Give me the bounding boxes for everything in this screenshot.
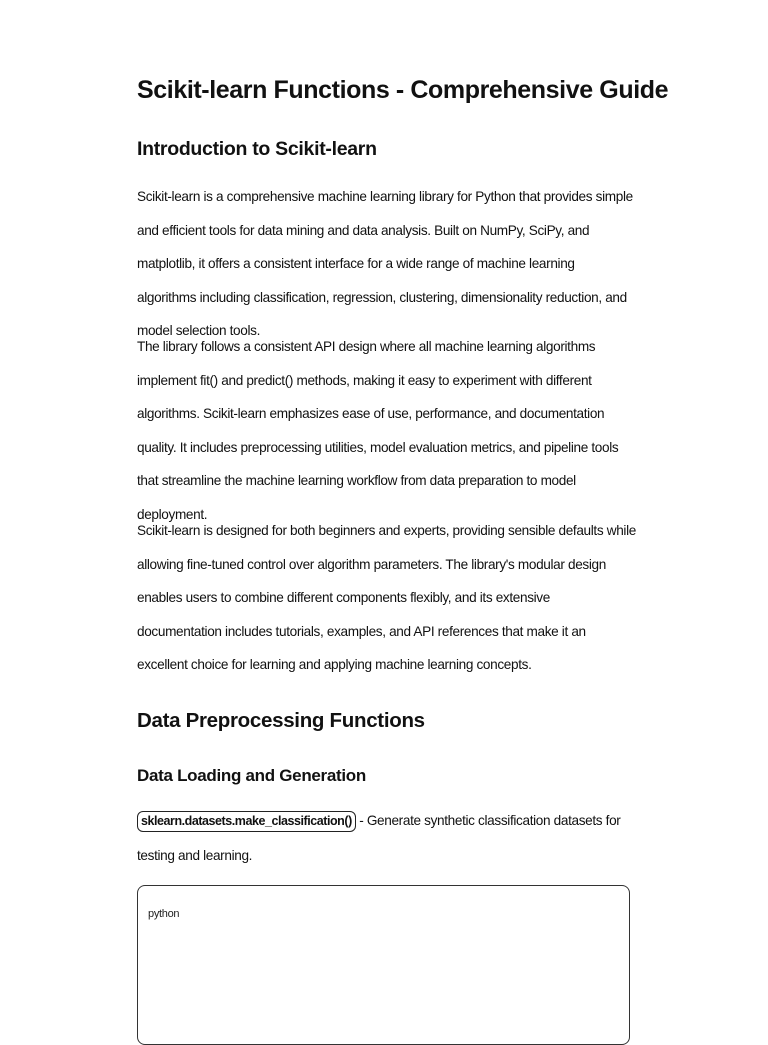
intro-paragraph-3: Scikit-learn is designed for both beginners and experts, providing sensible defaults while allowing fine-tuned control over algorithm parameters. The library's modular design enables users to combine different components flexibly, and its extensive documentation includes tutorials, examples, and API references that make it an excellent choice for learning and applying machine learning concepts. (137, 523, 636, 672)
intro-paragraph-2: The library follows a consistent API design where all machine learning algorithms implement fit() and predict() methods, making it easy to experiment with different algorithms. Scikit-learn emphasizes ease of use, performance, and documentation quality. It includes preprocessing utilities, model evaluation metrics, and pipeline tools that streamline the machine learning workflow from data preparation to model deployment. (137, 339, 619, 522)
page-title: Scikit-learn Functions - Comprehensive Guide (137, 76, 669, 104)
function-name-code: sklearn.datasets.make_classification() (137, 811, 356, 832)
intro-heading: Introduction to Scikit-learn (137, 138, 377, 160)
data-loading-heading: Data Loading and Generation (137, 766, 366, 785)
preprocessing-heading: Data Preprocessing Functions (137, 709, 425, 732)
code-block[interactable] (137, 885, 630, 1045)
function-description (137, 804, 637, 872)
function-description-text: - Generate synthetic classification datasets for testing and learning. (137, 813, 621, 863)
intro-paragraph-1: Scikit-learn is a comprehensive machine learning library for Python that provides simple and efficient tools for data mining and data analysis. Built on NumPy, SciPy, and matplotlib, it offers a consistent interface for a wide range of machine learning algorithms including classification, regression, clustering, dimensionality reduction, and model selection tools. (137, 189, 633, 338)
code-language-label: python (148, 908, 180, 920)
